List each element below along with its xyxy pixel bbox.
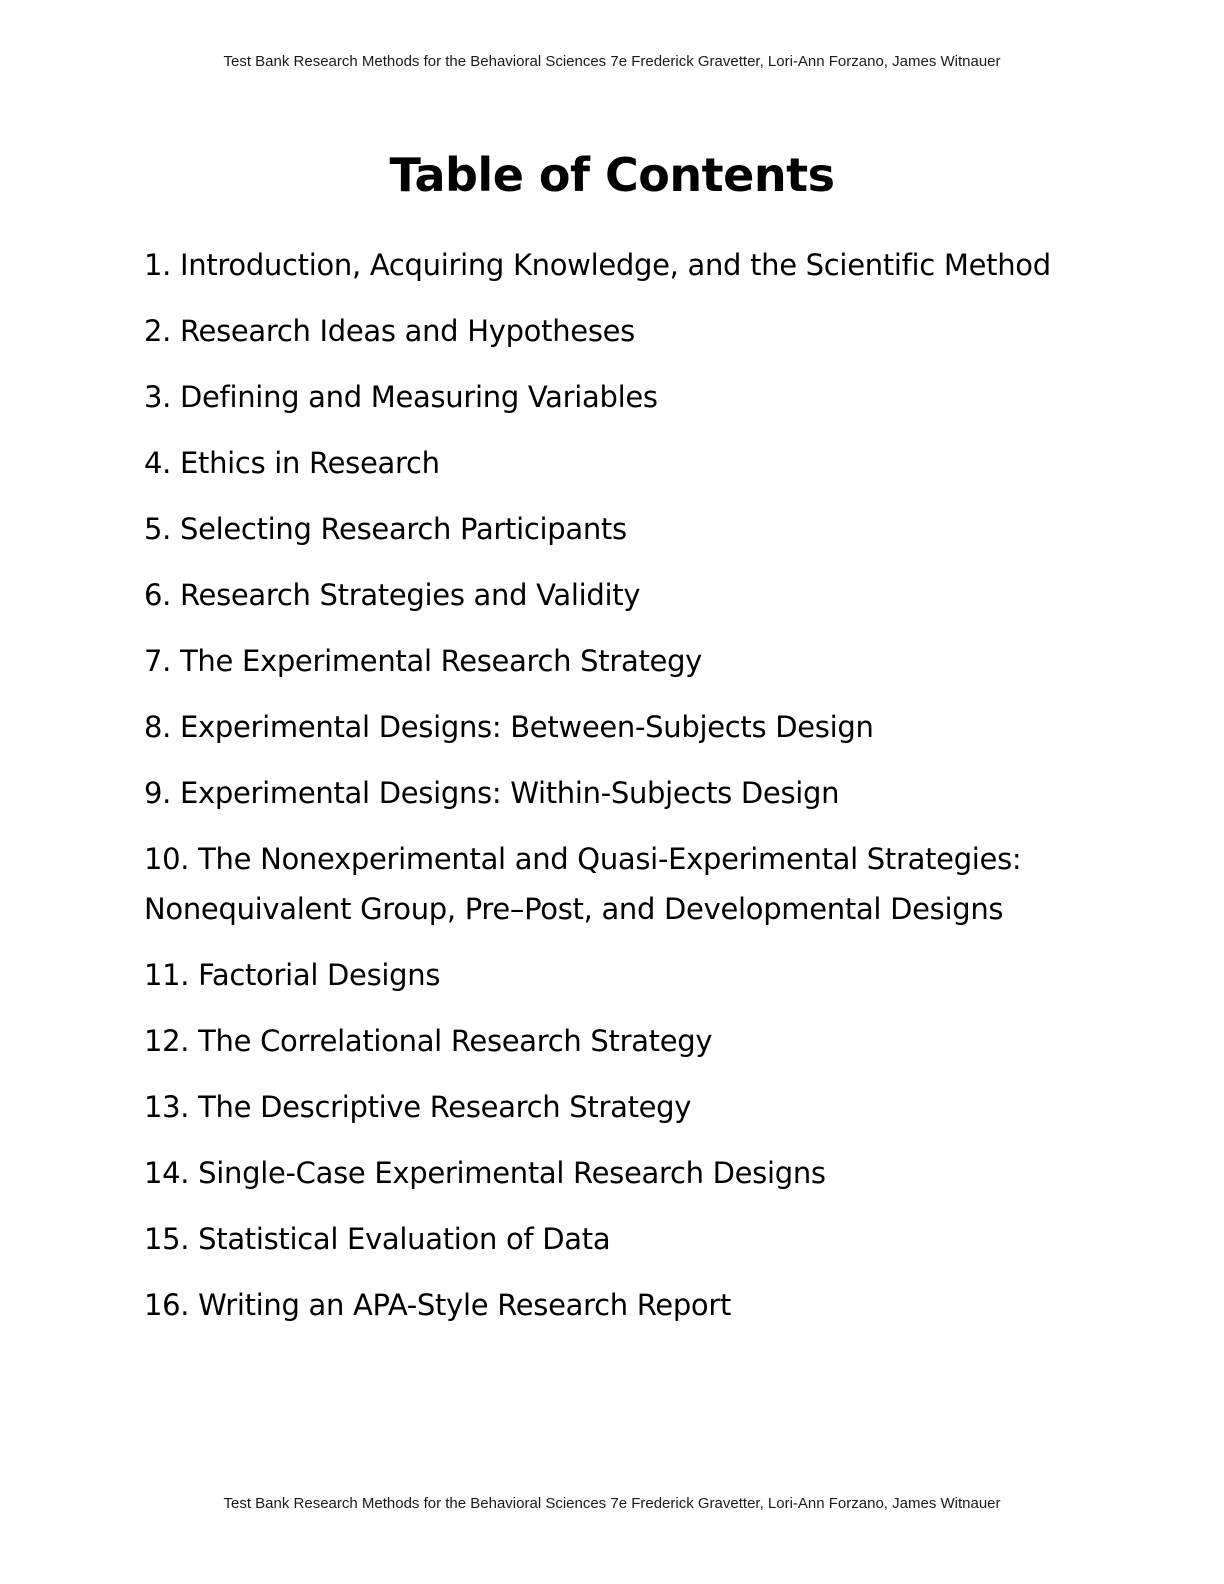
toc-item-5: 5. Selecting Research Participants [144,512,627,546]
toc-item-12: 12. The Correlational Research Strategy [144,1024,713,1058]
toc-item-13: 13. The Descriptive Research Strategy [144,1090,692,1124]
table-of-contents [144,240,1054,1346]
toc-item-7: 7. The Experimental Research Strategy [144,644,703,678]
page-footer: Test Bank Research Methods for the Behavioral Sciences 7e Frederick Gravetter, Lori-Ann Forzano, James Witnauer [223,1495,1001,1512]
page-title: Table of Contents [389,148,835,202]
toc-item-6: 6. Research Strategies and Validity [144,578,641,612]
toc-item-3: 3. Defining and Measuring Variables [144,380,658,414]
toc-item-4: 4. Ethics in Research [144,446,440,480]
toc-item-16: 16. Writing an APA-Style Research Report [144,1288,732,1322]
toc-item-1: 1. Introduction, Acquiring Knowledge, and the Scientific Method [144,248,1051,282]
toc-item-10: 10. The Nonexperimental and Quasi-Experimental Strategies: Nonequivalent Group, Pre–Post, and Developmental Designs [144,842,1022,926]
toc-item-9: 9. Experimental Designs: Within-Subjects Design [144,776,840,810]
toc-item-15: 15. Statistical Evaluation of Data [144,1222,611,1256]
toc-item-11: 11. Factorial Designs [144,958,441,992]
toc-item-14: 14. Single-Case Experimental Research Designs [144,1156,826,1190]
toc-item-2: 2. Research Ideas and Hypotheses [144,314,635,348]
page-header: Test Bank Research Methods for the Behavioral Sciences 7e Frederick Gravetter, Lori-Ann Forzano, James Witnauer [223,53,1001,70]
toc-item-8: 8. Experimental Designs: Between-Subjects Design [144,710,874,744]
